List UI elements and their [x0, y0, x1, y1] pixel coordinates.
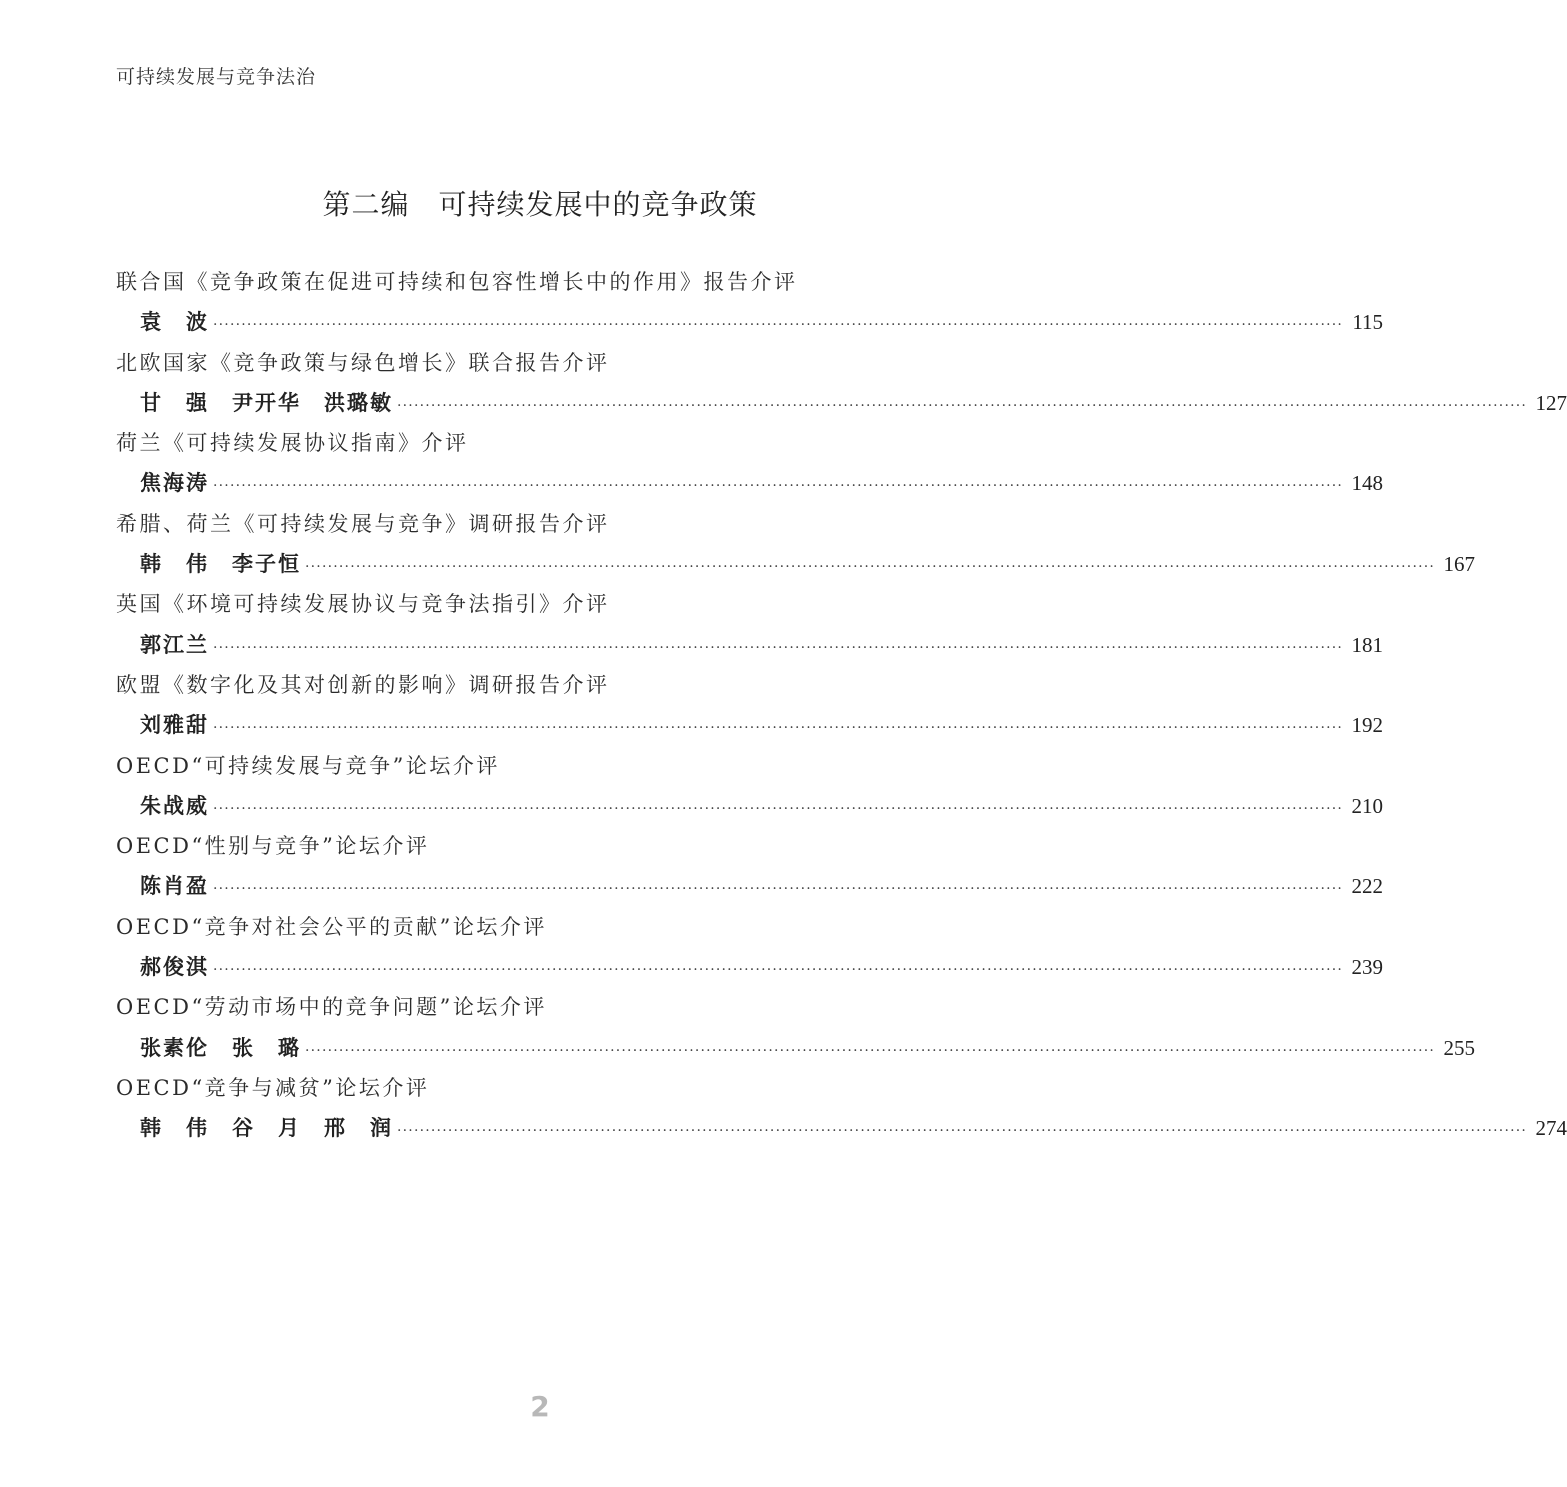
entry-title: OECD“性别与竞争”论坛介评 — [116, 834, 430, 859]
dot-leader: ········································································································································································································ — [397, 397, 1528, 414]
entry-title: 欧盟《数字化及其对创新的影响》调研报告介评 — [116, 672, 610, 697]
dot-leader: ········································································································································································································ — [213, 720, 1344, 737]
running-head: 可持续发展与竞争法治 — [116, 66, 317, 88]
entry-author: 焦海涛 — [140, 470, 209, 496]
entry-page-number: 255 — [1443, 1035, 1476, 1060]
toc-entry — [116, 1068, 1567, 1149]
entry-line — [116, 302, 1384, 342]
entry-page-number: 222 — [1351, 874, 1384, 899]
entry-author: 陈肖盈 — [140, 873, 209, 899]
entry-title: 北欧国家《竞争政策与绿色增长》联合报告介评 — [116, 350, 610, 375]
entry-author: 韩 伟 李子恒 — [140, 551, 301, 577]
entry-title: OECD“竞争对社会公平的贡献”论坛介评 — [116, 914, 547, 939]
toc-entry — [116, 504, 1476, 585]
table-of-contents — [116, 262, 1567, 1149]
entry-line — [116, 866, 1384, 906]
entry-title: 荷兰《可持续发展协议指南》介评 — [116, 431, 469, 456]
entry-title: OECD“劳动市场中的竞争问题”论坛介评 — [116, 995, 547, 1020]
entry-line — [116, 625, 1384, 665]
dot-leader: ········································································································································································································ — [213, 962, 1344, 979]
entry-author: 袁 波 — [140, 309, 209, 335]
dot-leader: ········································································································································································································ — [213, 317, 1344, 334]
dot-leader: ········································································································································································································ — [213, 881, 1344, 898]
entry-line — [116, 786, 1384, 826]
dot-leader: ········································································································································································································ — [305, 559, 1436, 576]
entry-author: 刘雅甜 — [140, 712, 209, 738]
entry-title: OECD“竞争与减贫”论坛介评 — [116, 1075, 430, 1100]
toc-entry — [116, 665, 1384, 746]
entry-title: 希腊、荷兰《可持续发展与竞争》调研报告介评 — [116, 511, 610, 536]
entry-title: OECD“可持续发展与竞争”论坛介评 — [116, 753, 500, 778]
entry-page-number: 181 — [1351, 632, 1384, 657]
toc-entry — [116, 826, 1384, 907]
part-title: 第二编 可持续发展中的竞争政策 — [322, 188, 758, 221]
toc-entry — [116, 262, 1384, 343]
dot-leader: ········································································································································································································ — [397, 1123, 1528, 1140]
entry-line — [116, 544, 1476, 584]
toc-entry — [116, 343, 1567, 424]
toc-entry — [116, 746, 1384, 827]
entry-author: 郝俊淇 — [140, 954, 209, 980]
entry-author: 朱战威 — [140, 792, 209, 818]
dot-leader: ········································································································································································································ — [213, 478, 1344, 495]
entry-page-number: 210 — [1351, 793, 1384, 818]
page-number: 2 — [530, 1390, 550, 1423]
entry-line — [116, 1108, 1567, 1148]
entry-author: 韩 伟 谷 月 邢 润 — [140, 1115, 393, 1141]
entry-page-number: 239 — [1351, 955, 1384, 980]
entry-page-number: 167 — [1443, 552, 1476, 577]
toc-entry — [116, 907, 1384, 988]
entry-page-number: 274 — [1535, 1116, 1567, 1141]
dot-leader: ········································································································································································································ — [305, 1042, 1436, 1059]
entry-title: 联合国《竞争政策在促进可持续和包容性增长中的作用》报告介评 — [116, 270, 798, 294]
entry-line — [116, 463, 1384, 503]
toc-entry — [116, 987, 1476, 1068]
entry-author: 郭江兰 — [140, 631, 209, 657]
entry-line — [116, 1028, 1476, 1068]
entry-page-number: 148 — [1351, 471, 1384, 496]
entry-line — [116, 383, 1567, 423]
toc-entry — [116, 584, 1384, 665]
entry-title: 英国《环境可持续发展协议与竞争法指引》介评 — [116, 592, 610, 617]
entry-line — [116, 705, 1384, 745]
entry-page-number: 192 — [1351, 713, 1384, 738]
entry-line — [116, 947, 1384, 987]
entry-page-number: 127 — [1535, 390, 1567, 415]
toc-entry — [116, 423, 1384, 504]
entry-page-number: 115 — [1352, 310, 1384, 335]
dot-leader: ········································································································································································································ — [213, 800, 1344, 817]
entry-author: 张素伦 张 璐 — [140, 1034, 301, 1060]
dot-leader: ········································································································································································································ — [213, 639, 1344, 656]
entry-author: 甘 强 尹开华 洪璐敏 — [140, 389, 393, 415]
